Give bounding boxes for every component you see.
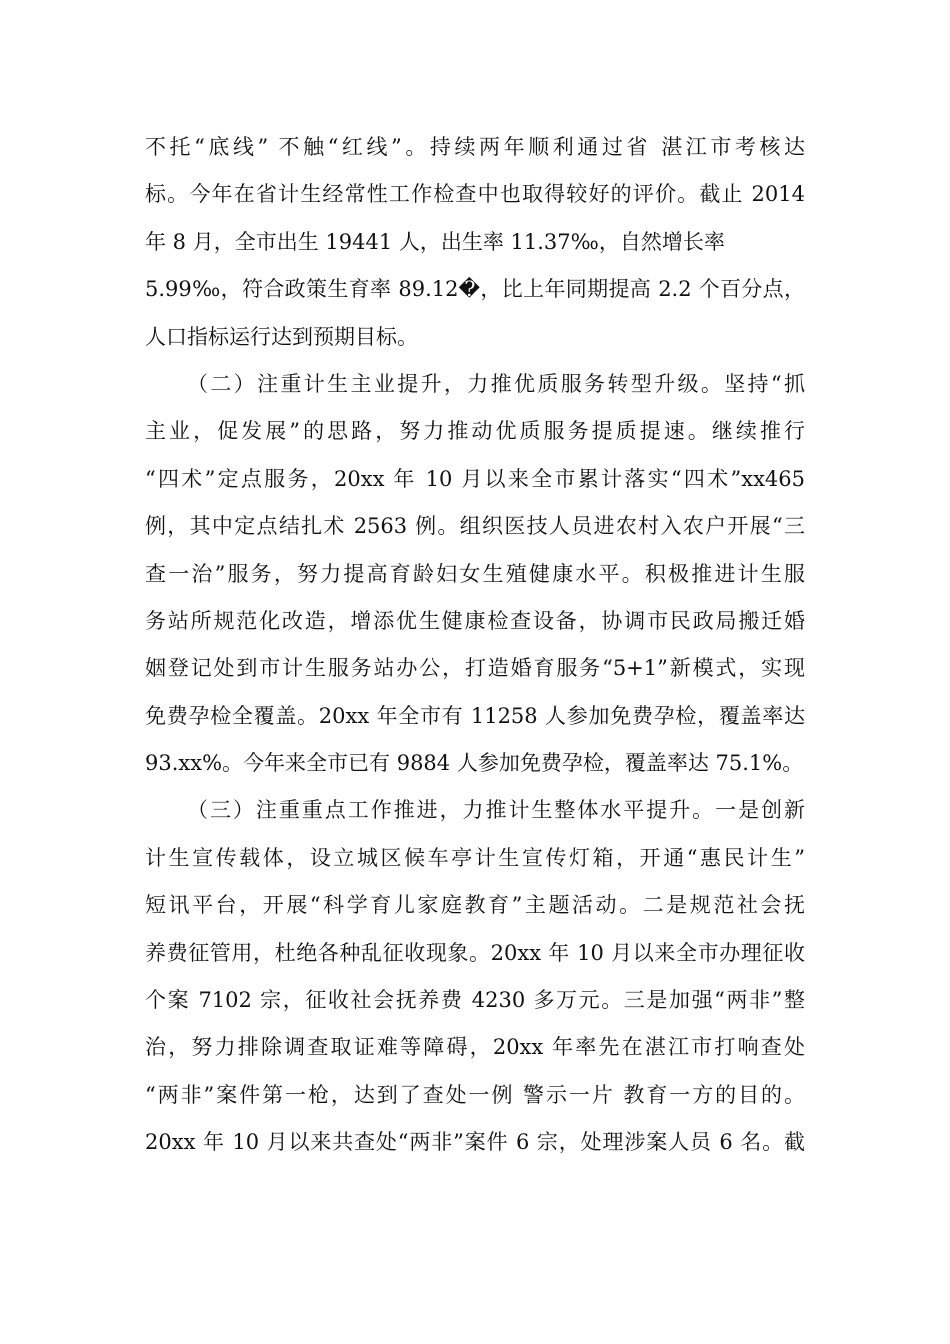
- text-line: 养费征管用，杜绝各种乱征收现象。20xx 年 10 月以来全市办理征收: [145, 940, 805, 965]
- text-line: “四术”定点服务，20xx 年 10 月以来全市累计落实“四术”xx465: [145, 466, 805, 491]
- paragraph-quality-service: [145, 361, 805, 788]
- paragraph-population-indicators: [145, 124, 805, 361]
- text-line: 务站所规范化改造，增添优生健康检查设备，协调市民政局搬迁婚: [145, 608, 805, 633]
- text-line: 不托“底线” 不触“红线”。持续两年顺利通过省 湛江市考核达: [145, 135, 805, 159]
- text-line: 治，努力排除调查取证难等障碍，20xx 年率先在湛江市打响查处: [145, 1035, 805, 1060]
- text-line: 免费孕检全覆盖。20xx 年全市有 11258 人参加免费孕检，覆盖率达: [145, 703, 805, 728]
- text-line: 短讯平台，开展“科学育儿家庭教育”主题活动。二是规范社会抚: [145, 893, 805, 918]
- text-line: 人口指标运行达到预期目标。: [145, 324, 418, 349]
- text-line: “两非”案件第一枪，达到了查处一例 警示一片 教育一方的目的。: [145, 1082, 805, 1107]
- text-line: 年 8 月，全市出生 19441 人，出生率 11.37‰，自然增长率: [145, 229, 725, 254]
- text-line: 个案 7102 宗，征收社会抚养费 4230 多万元。三是加强“两非”整: [145, 988, 805, 1013]
- paragraph-heading-line: （二）注重计生主业提升，力推优质服务转型升级。坚持“抓: [187, 371, 805, 396]
- paragraph-heading-line: （三）注重重点工作推进，力推计生整体水平提升。一是创新: [187, 798, 805, 823]
- text-line: 5.99‰，符合政策生育率 89.12�，比上年同期提高 2.2 个百分点，: [145, 277, 805, 302]
- text-line: 例，其中定点结扎术 2563 例。组织医技人员进农村入农户开展“三: [145, 514, 805, 539]
- paragraph-key-work: [145, 787, 805, 1166]
- document-body: [145, 124, 805, 1167]
- text-line: 标。今年在省计生经常性工作检查中也取得较好的评价。截止 2014: [145, 182, 805, 207]
- text-line: 主业，促发展”的思路，努力推动优质服务提质提速。继续推行: [145, 419, 805, 444]
- text-line: 姻登记处到市计生服务站办公，打造婚育服务“5+1”新模式，实现: [145, 656, 805, 681]
- text-line: 93.xx%。今年来全市已有 9884 人参加免费孕检，覆盖率达 75.1%。: [145, 751, 804, 776]
- text-line: 查一治”服务，努力提高育龄妇女生殖健康水平。积极推进计生服: [145, 561, 805, 586]
- text-line: 计生宣传载体，设立城区候车亭计生宣传灯箱，开通“惠民计生”: [145, 845, 805, 870]
- text-line: 20xx 年 10 月以来共查处“两非”案件 6 宗，处理涉案人员 6 名。截: [145, 1130, 805, 1155]
